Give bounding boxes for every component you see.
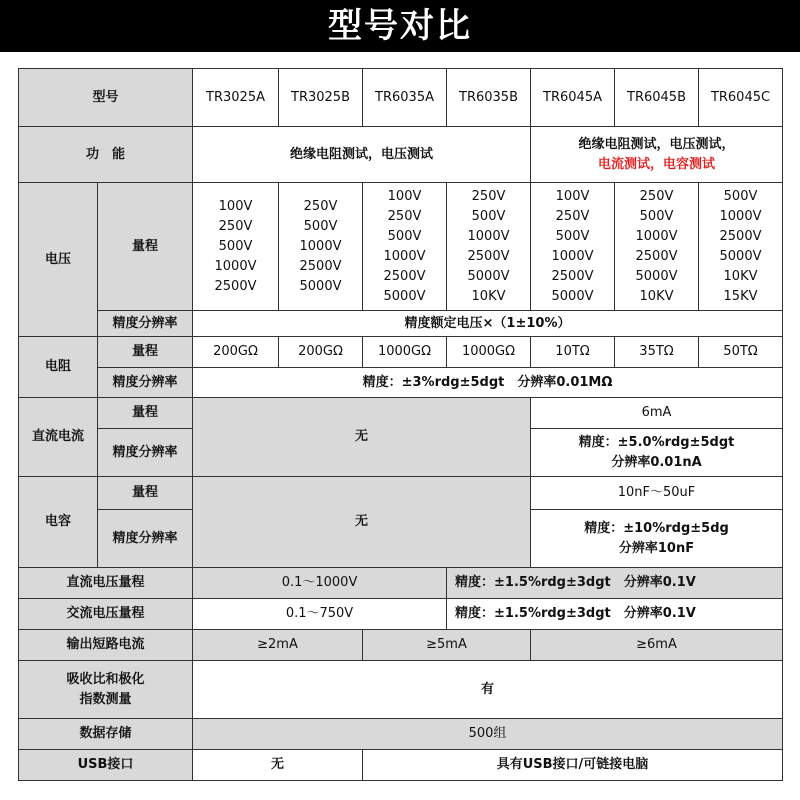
absorption-value: 有 [193, 661, 783, 719]
table-row [19, 750, 783, 781]
model-name: TR6045B [615, 69, 699, 127]
usb-value: 具有USB接口/可链接电脑 [363, 750, 783, 781]
dc-current-accuracy-line1: 精度：±5.0%rdg±5dgt [578, 434, 735, 450]
voltage-value: 500V [471, 208, 506, 224]
function-full-line1: 绝缘电阻测试，电压测试， [578, 136, 735, 152]
table-row [19, 368, 783, 398]
voltage-value: 100V [555, 188, 590, 204]
model-name: TR3025B [279, 69, 363, 127]
model-name: TR6035A [363, 69, 447, 127]
voltage-value: 2500V [214, 278, 257, 294]
voltage-value: 1000V [467, 228, 510, 244]
dcv-accuracy: 精度：±1.5%rdg±3dgt 分辨率0.1V [447, 568, 783, 599]
voltage-value: 500V [639, 208, 674, 224]
voltage-range-cell [363, 183, 447, 311]
capacitance-accuracy-label: 精度分辨率 [98, 510, 193, 568]
dc-current-label: 直流电流 [19, 398, 98, 477]
dc-current-none: 无 [193, 398, 531, 477]
short-current-label: 输出短路电流 [19, 630, 193, 661]
table-row [19, 568, 783, 599]
voltage-value: 500V [218, 238, 253, 254]
voltage-value: 250V [387, 208, 422, 224]
voltage-accuracy: 精度额定电压×（1±10%） [193, 311, 783, 337]
short-current-value: ≥6mA [531, 630, 783, 661]
function-basic: 绝缘电阻测试，电压测试 [193, 127, 531, 183]
voltage-value: 500V [723, 188, 758, 204]
resistance-range: 1000GΩ [363, 337, 447, 368]
header-label: 型号 [19, 69, 193, 127]
resistance-range: 200GΩ [193, 337, 279, 368]
model-name: TR6045C [699, 69, 783, 127]
voltage-range-cell [699, 183, 783, 311]
table-row [19, 183, 783, 311]
dc-current-accuracy [531, 429, 783, 477]
dcv-label: 直流电压量程 [19, 568, 193, 599]
resistance-accuracy: 精度：±3%rdg±5dgt 分辨率0.01MΩ [193, 368, 783, 398]
resistance-range: 50TΩ [699, 337, 783, 368]
page-title: 型号对比 [328, 6, 472, 46]
voltage-value: 250V [555, 208, 590, 224]
voltage-value: 15KV [723, 288, 758, 304]
usb-label: USB接口 [19, 750, 193, 781]
voltage-value: 100V [218, 198, 253, 214]
capacitance-label: 电容 [19, 477, 98, 568]
capacitance-accuracy-line2: 分辨率10nF [618, 540, 695, 556]
capacitance-none: 无 [193, 477, 531, 568]
short-current-value: ≥5mA [363, 630, 531, 661]
table-row [19, 69, 783, 127]
absorption-label-line2: 指数测量 [79, 691, 132, 707]
dc-current-range: 6mA [531, 398, 783, 429]
voltage-value: 500V [387, 228, 422, 244]
voltage-value: 5000V [299, 278, 342, 294]
resistance-range: 35TΩ [615, 337, 699, 368]
capacitance-range: 10nF～50uF [531, 477, 783, 510]
capacitance-accuracy-line1: 精度：±10%rdg±5dg [584, 520, 729, 536]
resistance-label: 电阻 [19, 337, 98, 398]
voltage-value: 1000V [214, 258, 257, 274]
capacitance-range-label: 量程 [98, 477, 193, 510]
voltage-value: 2500V [551, 268, 594, 284]
table-row [19, 311, 783, 337]
voltage-range-label: 量程 [98, 183, 193, 311]
absorption-label-line1: 吸收比和极化 [66, 671, 145, 687]
voltage-value: 5000V [551, 288, 594, 304]
voltage-value: 1000V [719, 208, 762, 224]
title-banner [0, 0, 800, 52]
voltage-value: 2500V [299, 258, 342, 274]
voltage-range-cell [531, 183, 615, 311]
usb-none: 无 [193, 750, 363, 781]
function-label: 功 能 [19, 127, 193, 183]
voltage-label: 电压 [19, 183, 98, 337]
resistance-range: 1000GΩ [447, 337, 531, 368]
voltage-value: 5000V [467, 268, 510, 284]
table-row [19, 477, 783, 510]
voltage-value: 5000V [635, 268, 678, 284]
voltage-value: 250V [471, 188, 506, 204]
storage-value: 500组 [193, 719, 783, 750]
voltage-range-cell [447, 183, 531, 311]
storage-label: 数据存储 [19, 719, 193, 750]
voltage-value: 1000V [551, 248, 594, 264]
model-name: TR3025A [193, 69, 279, 127]
function-full-line2: 电流测试，电容测试 [598, 156, 716, 172]
table-row [19, 398, 783, 429]
voltage-accuracy-label: 精度分辨率 [98, 311, 193, 337]
dcv-range: 0.1～1000V [193, 568, 447, 599]
model-comparison-table [18, 68, 783, 781]
function-full [531, 127, 783, 183]
table-row [19, 661, 783, 719]
acv-accuracy: 精度：±1.5%rdg±3dgt 分辨率0.1V [447, 599, 783, 630]
model-name: TR6035B [447, 69, 531, 127]
voltage-value: 250V [218, 218, 253, 234]
resistance-range: 200GΩ [279, 337, 363, 368]
voltage-value: 10KV [471, 288, 506, 304]
voltage-value: 500V [303, 218, 338, 234]
absorption-label [19, 661, 193, 719]
acv-label: 交流电压量程 [19, 599, 193, 630]
model-name: TR6045A [531, 69, 615, 127]
table-row [19, 599, 783, 630]
resistance-accuracy-label: 精度分辨率 [98, 368, 193, 398]
dc-current-range-label: 量程 [98, 398, 193, 429]
voltage-value: 2500V [719, 228, 762, 244]
voltage-range-cell [279, 183, 363, 311]
table-row [19, 630, 783, 661]
acv-range: 0.1～750V [193, 599, 447, 630]
dc-current-accuracy-label: 精度分辨率 [98, 429, 193, 477]
short-current-value: ≥2mA [193, 630, 363, 661]
voltage-value: 5000V [383, 288, 426, 304]
dc-current-accuracy-line2: 分辨率0.01nA [611, 454, 702, 470]
voltage-value: 5000V [719, 248, 762, 264]
voltage-value: 1000V [635, 228, 678, 244]
voltage-value: 2500V [635, 248, 678, 264]
voltage-value: 2500V [383, 268, 426, 284]
table-row [19, 719, 783, 750]
voltage-value: 10KV [639, 288, 674, 304]
table-row [19, 127, 783, 183]
voltage-range-cell [193, 183, 279, 311]
voltage-value: 1000V [383, 248, 426, 264]
voltage-value: 250V [639, 188, 674, 204]
voltage-value: 100V [387, 188, 422, 204]
resistance-range-label: 量程 [98, 337, 193, 368]
voltage-value: 1000V [299, 238, 342, 254]
capacitance-accuracy [531, 510, 783, 568]
voltage-value: 250V [303, 198, 338, 214]
voltage-value: 2500V [467, 248, 510, 264]
voltage-value: 500V [555, 228, 590, 244]
voltage-range-cell [615, 183, 699, 311]
table-row [19, 337, 783, 368]
voltage-value: 10KV [723, 268, 758, 284]
resistance-range: 10TΩ [531, 337, 615, 368]
